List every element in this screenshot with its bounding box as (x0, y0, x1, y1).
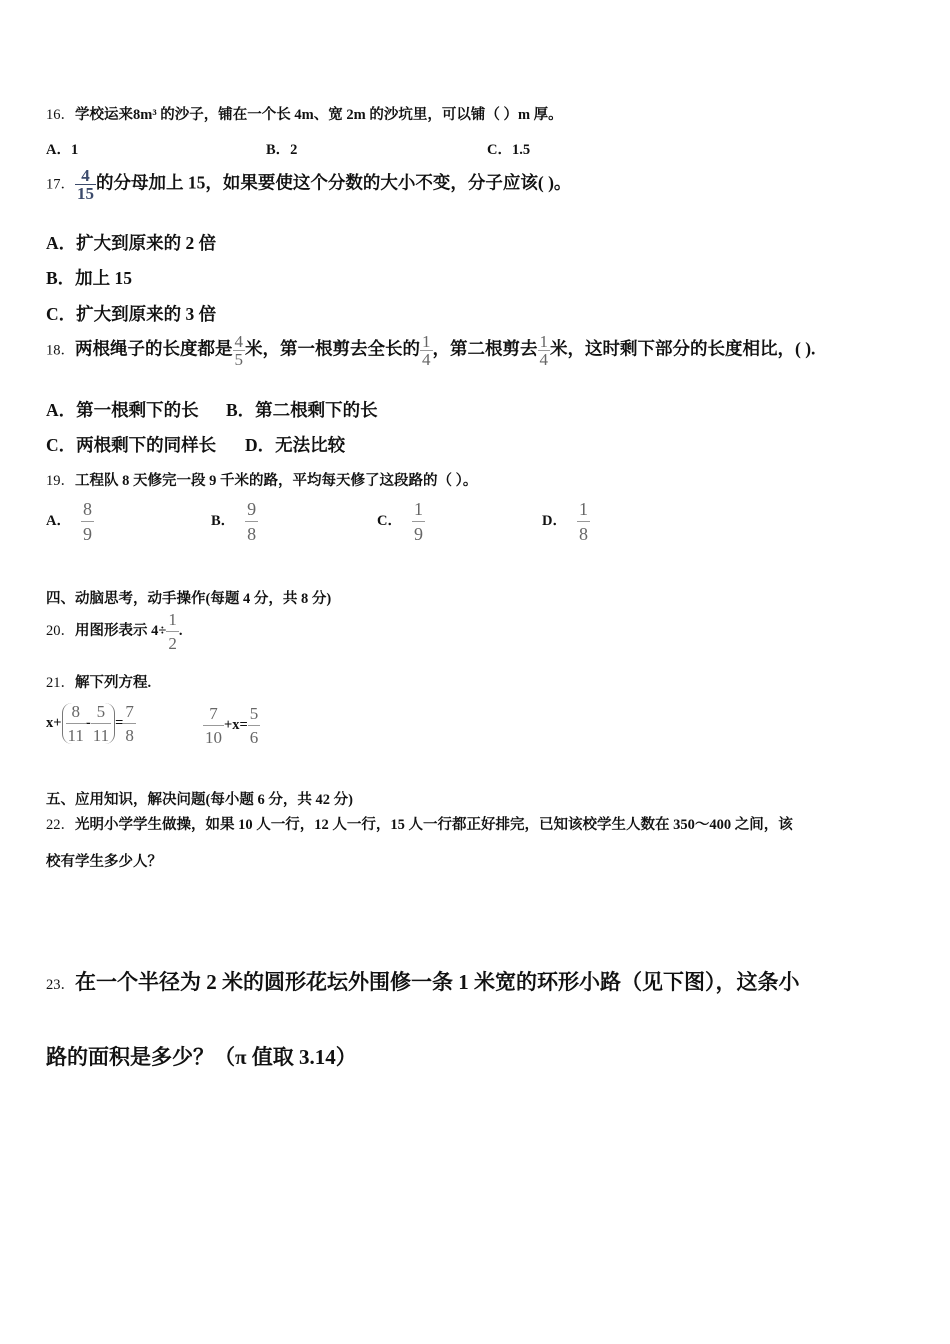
question-22-line-2: 校有学生多少人？ (46, 854, 162, 870)
option-d: D．无法比较 (245, 435, 346, 455)
option-fraction: $\frac{8}{9}$ (82, 499, 92, 544)
question-text-4: 米，这时剩下部分的长度相比，( ). (550, 338, 816, 359)
option-a: A．第一根剩下的长 (46, 400, 199, 420)
question-text: 在一个半径为 2 米的圆形花坛外围修一条 1 米宽的环形小路（见下图），这条小 (75, 970, 800, 994)
question-text: 的分母加上 15，如果要使这个分数的大小不变，分子应该( )。 (96, 172, 572, 193)
option-label: A． (46, 512, 71, 529)
question-21 (46, 671, 151, 692)
option-fraction: $\frac{1}{9}$ (413, 499, 423, 544)
question-number: 21． (46, 675, 75, 691)
fraction-3: $\frac{7}{8}$ (125, 702, 134, 745)
question-text: 用图形表示 4÷ (75, 622, 167, 639)
equation-1 (46, 703, 136, 744)
section-4-heading: 四、动脑思考，动手操作(每题 4 分，共 8 分) (46, 591, 332, 607)
question-number: 22． (46, 817, 75, 833)
option-c: C．扩大到原来的 3 倍 (46, 304, 217, 324)
question-text: 光明小学学生做操，如果 10 人一行，12 人一行，15 人一行都正好排完，已知该校学生人数在 350～400 之间，该 (75, 817, 793, 833)
parentheses (62, 703, 116, 744)
equation-prefix: x+ (46, 714, 62, 731)
fraction-1: $\frac{8}{11}$ (67, 702, 84, 745)
question-23-line-1 (46, 966, 800, 996)
option-a: A．扩大到原来的 2 倍 (46, 233, 217, 253)
option-a (46, 500, 94, 543)
option-label: D． (542, 512, 567, 529)
question-number: 23． (46, 977, 75, 993)
question-19 (46, 469, 477, 490)
question-17 (46, 167, 571, 202)
question-number: 20． (46, 622, 75, 639)
question-text-2: 米，第一根剪去全长的 (245, 338, 420, 359)
question-20 (46, 611, 182, 652)
question-22-line-1 (46, 813, 793, 834)
question-23-line-2: 路的面积是多少？（π 值取 3.14） (46, 1045, 357, 1069)
equals-sign: = (115, 714, 124, 731)
option-c: C．两根剩下的同样长 (46, 435, 217, 455)
question-text-1: 两根绳子的长度都是 (75, 338, 233, 359)
question-number: 17． (46, 176, 75, 193)
question-text: 解下列方程. (75, 675, 152, 691)
fraction-2: $\frac{5}{6}$ (249, 704, 259, 747)
option-b: B．2 (266, 142, 298, 158)
equation-2 (203, 705, 260, 746)
question-text-3: ，第二根剪去 (432, 338, 538, 359)
section-5-heading: 五、应用知识，解决问题(每小题 6 分，共 42 分) (46, 792, 353, 808)
question-18 (46, 333, 815, 368)
option-c (377, 500, 425, 543)
option-d (542, 500, 590, 543)
option-c: C．1.5 (487, 142, 531, 158)
question-number: 16． (46, 107, 75, 123)
option-b (211, 500, 258, 543)
question-number: 18． (46, 342, 75, 359)
option-b: B．第二根剩下的长 (226, 400, 378, 420)
period: . (178, 622, 183, 639)
fraction-1: $\frac{7}{10}$ (205, 704, 222, 747)
question-number: 19． (46, 473, 75, 489)
fraction-2: $\frac{5}{11}$ (92, 702, 110, 745)
fraction-2: $\frac{1}{4}$ (422, 332, 431, 369)
question-text: 学校运来8m³ 的沙子，铺在一个长 4m、宽 2m 的沙坑里，可以铺（ ）m 厚。 (75, 107, 563, 123)
option-label: C． (377, 512, 402, 529)
option-b: B．加上 15 (46, 268, 133, 288)
minus-sign: - (85, 714, 91, 731)
option-fraction: $\frac{9}{8}$ (247, 499, 257, 544)
question-16 (46, 103, 563, 124)
option-label: B． (211, 512, 236, 529)
fraction: $\frac{1}{2}$ (168, 610, 177, 653)
question-text: 工程队 8 天修完一段 9 千米的路，平均每天修了这段路的（ ）。 (75, 473, 478, 489)
option-a: A．1 (46, 142, 79, 158)
option-fraction: $\frac{1}{8}$ (578, 499, 588, 544)
fraction-1: $\frac{4}{5}$ (234, 332, 243, 369)
equation-middle: +x= (224, 716, 248, 733)
fraction-3: $\frac{1}{4}$ (539, 332, 548, 369)
fraction: $\frac{4}{15}$ (77, 166, 94, 203)
